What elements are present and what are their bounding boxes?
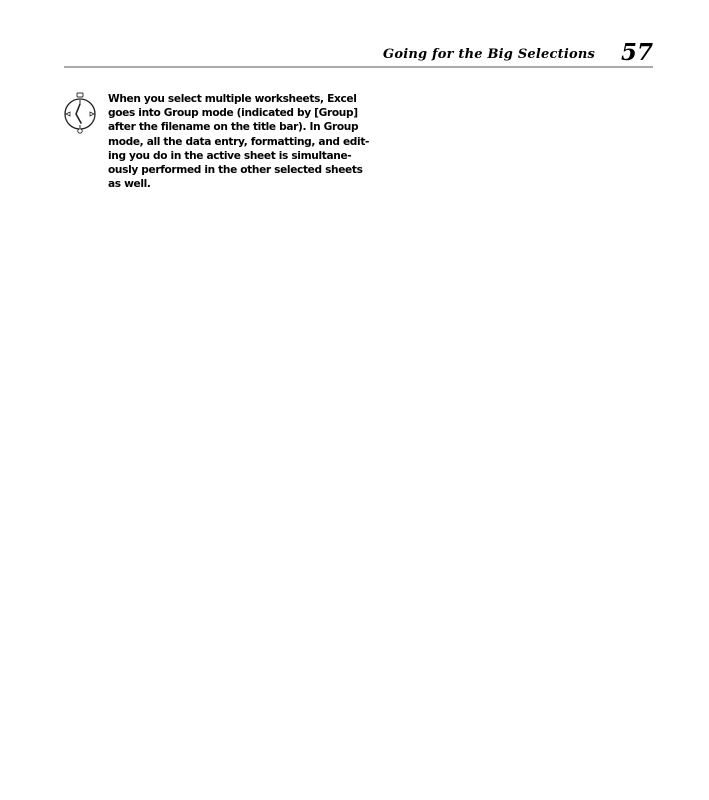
remember-note: [108, 92, 370, 191]
note-line: after the filename on the title bar). In Group: [108, 121, 359, 134]
section-title: Going for the Big Selections: [383, 47, 595, 62]
running-head: [64, 40, 653, 68]
header-rule: [64, 66, 653, 68]
page-number: 57: [620, 39, 653, 66]
note-line: ing you do in the active sheet is simultane-: [108, 149, 352, 162]
note-line: goes into Group mode (indicated by [Group]: [108, 107, 358, 120]
note-line: ously performed in the other selected sheets: [108, 164, 363, 177]
note-line: mode, all the data entry, formatting, and edit-: [108, 135, 370, 148]
note-line: as well.: [108, 178, 151, 191]
clock-remember-icon: [61, 92, 99, 136]
note-line: When you select multiple worksheets, Excel: [108, 93, 357, 105]
